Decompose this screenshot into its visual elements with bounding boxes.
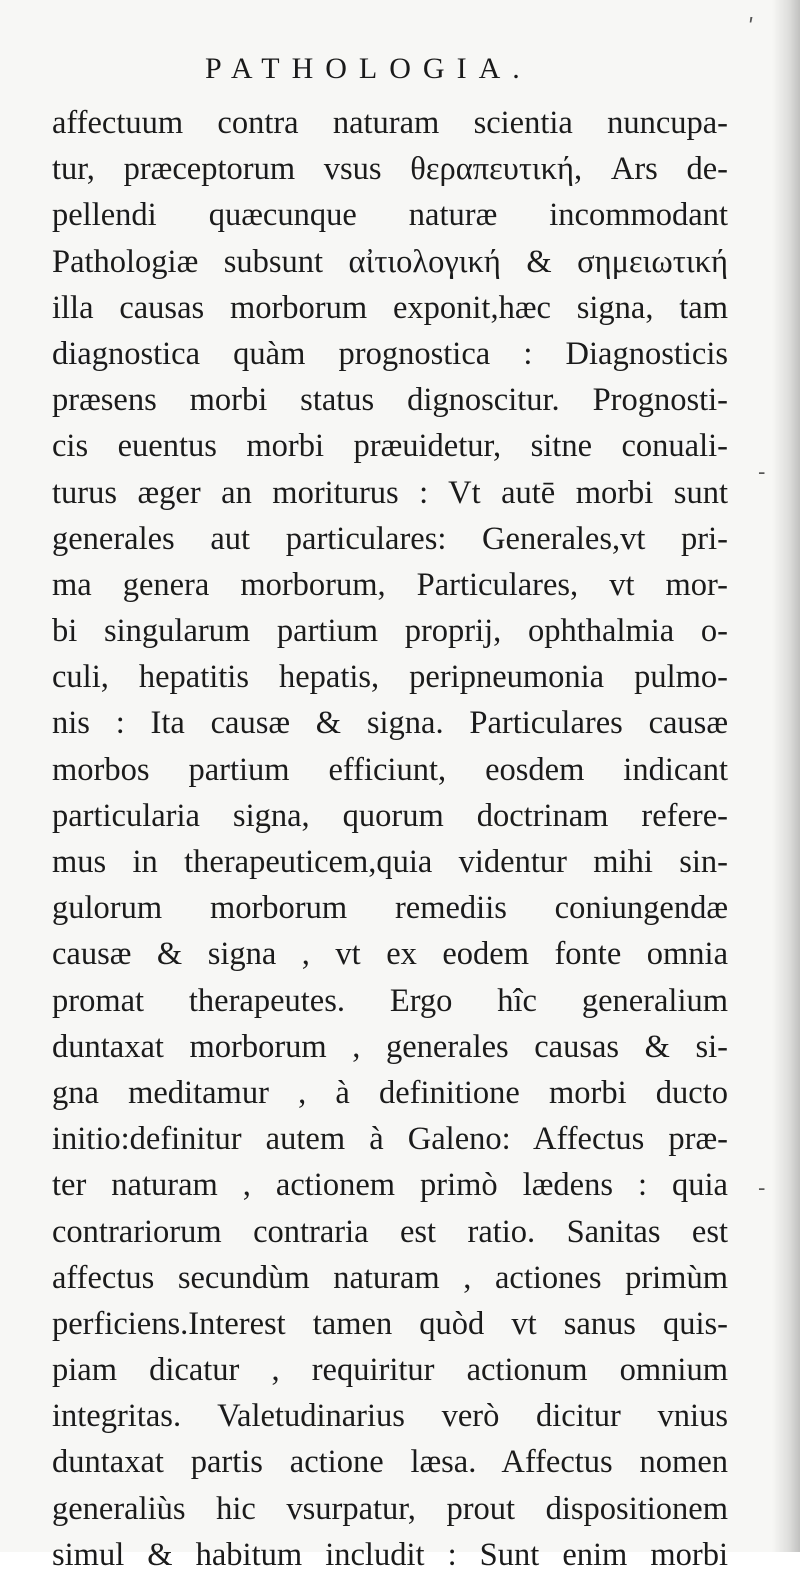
text-line: duntaxat morborum , generales causas & si- <box>52 1028 728 1065</box>
text-line: contrariorum contraria est ratio. Sanitas est <box>52 1213 728 1250</box>
margin-speck: ʹ <box>748 16 755 41</box>
text-line: piam dicatur , requiritur actionum omnium <box>52 1352 728 1389</box>
text-line: perficiens.Interest tamen quòd vt sanus quis- <box>52 1305 728 1342</box>
text-line: pellendi quæcunque naturæ incommodant <box>52 197 728 234</box>
text-line: initio:definitur autem à Galeno: Affectus præ- <box>52 1121 728 1158</box>
text-line: Pathologiæ subsunt αἰτιολογική & σημειωτική <box>52 243 728 280</box>
text-line: nis : Ita causæ & signa. Particulares causæ <box>52 705 728 742</box>
running-head: PATHOLOGIA. <box>205 52 532 85</box>
text-line: gna meditamur , à definitione morbi ducto <box>52 1074 728 1111</box>
text-line: illa causas morborum exponit,hæc signa, tam <box>52 289 728 326</box>
page-edge-shadow <box>772 0 800 1552</box>
text-line: ter naturam , actionem primò lædens : quia <box>52 1167 728 1204</box>
margin-speck: - <box>758 460 766 485</box>
text-line: integritas. Valetudinarius verò dicitur vnius <box>52 1398 728 1435</box>
text-line: gulorum morborum remediis coniungendæ <box>52 890 728 927</box>
margin-speck: - <box>758 1176 766 1201</box>
text-line: simul & habitum includit : Sunt enim morbi <box>52 1536 728 1573</box>
text-line: duntaxat partis actione læsa. Affectus nomen <box>52 1444 728 1481</box>
text-line: turus æger an moriturus : Vt autē morbi sunt <box>52 474 728 511</box>
text-line: promat therapeutes. Ergo hîc generalium <box>52 982 728 1019</box>
text-line: affectuum contra naturam scientia nuncupa- <box>52 105 728 141</box>
text-line: culi, hepatitis hepatis, peripneumonia pulmo- <box>52 659 728 696</box>
text-line: generales aut particulares: Generales,vt pri- <box>52 520 728 557</box>
text-line: morbos partium efficiunt, eosdem indicant <box>52 751 728 788</box>
text-line: affectus secundùm naturam , actiones primùm <box>52 1259 728 1296</box>
text-line: cis euentus morbi præuidetur, sitne conuali- <box>52 428 728 465</box>
text-line: diagnostica quàm prognostica : Diagnosticis <box>52 335 728 372</box>
body-text <box>52 100 728 1578</box>
text-line: particularia signa, quorum doctrinam refere- <box>52 797 728 834</box>
text-line: præsens morbi status dignoscitur. Prognosti- <box>52 382 728 419</box>
text-line: ma genera morborum, Particulares, vt mor- <box>52 566 728 603</box>
text-line: mus in therapeuticem,quia videntur mihi sin- <box>52 844 728 880</box>
text-line: causæ & signa , vt ex eodem fonte omnia <box>52 936 728 973</box>
text-line: tur, præceptorum vsus θεραπευτική, Ars de- <box>52 151 728 188</box>
text-line: generaliùs hic vsurpatur, prout dispositionem <box>52 1490 728 1527</box>
text-line: bi singularum partium proprij, ophthalmia o- <box>52 613 728 650</box>
